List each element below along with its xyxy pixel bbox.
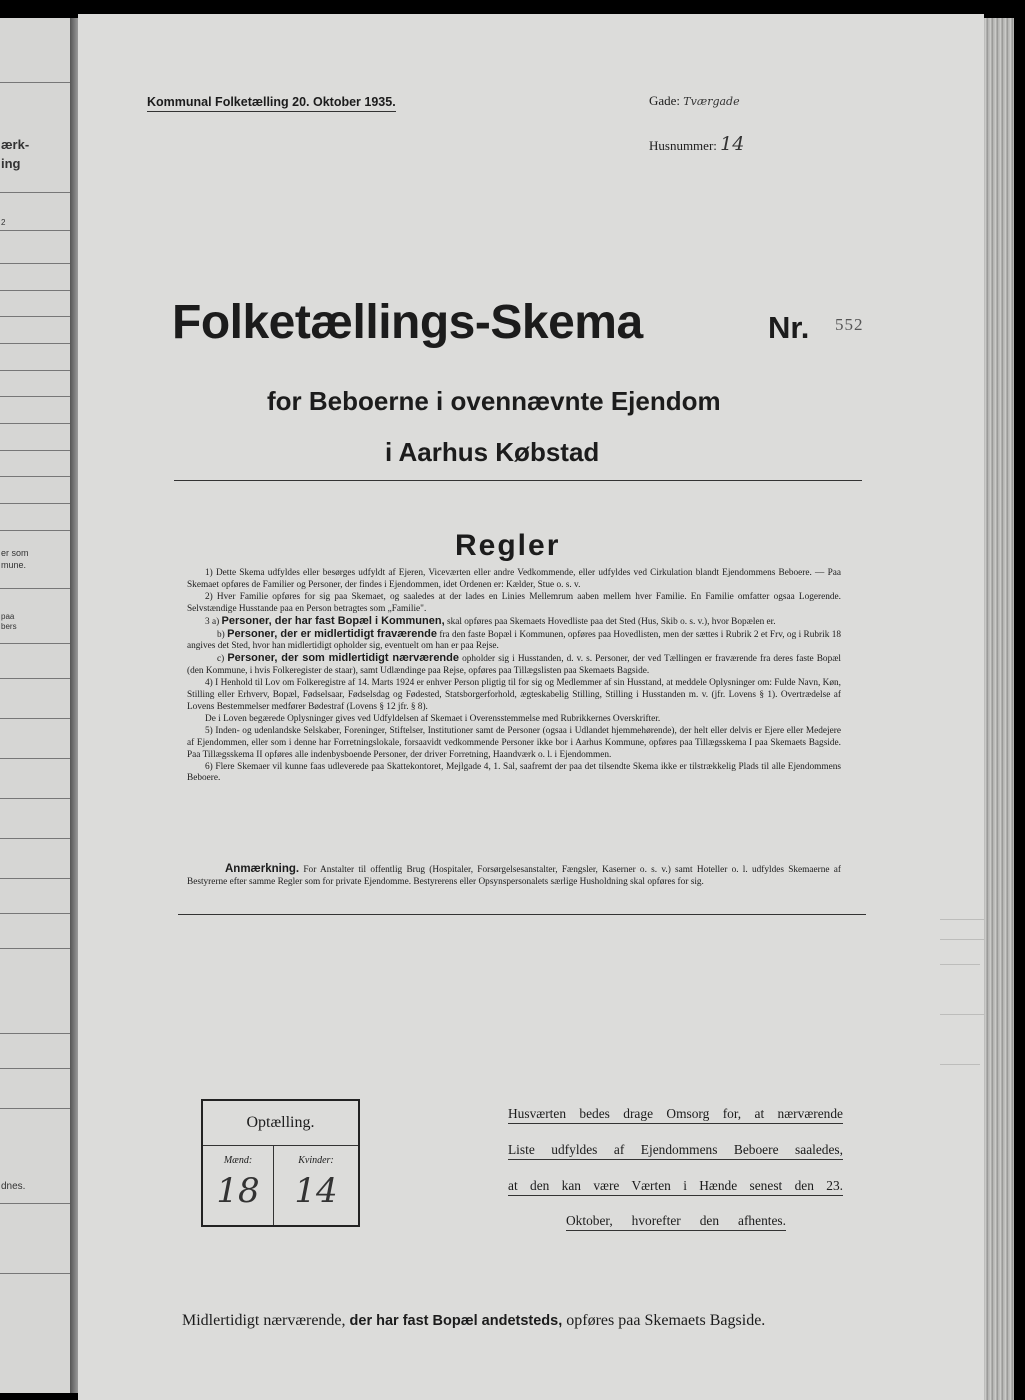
street-label: Gade:	[649, 93, 681, 108]
census-form-page	[78, 14, 984, 1400]
house-number-field	[649, 133, 744, 155]
remark-paragraph	[187, 863, 841, 888]
remark-label: Anmærkning.	[225, 863, 300, 875]
page-stack-edge	[984, 18, 1014, 1400]
rule-3c-text: opholder sig i Husstanden, d. v. s. Personer, der ved Tællingen er fraværende fra deres faste Bopæl (den Kommune, i hvis Folkeregister de staar), samt Udlændinge paa Rejse, opføres paa Tillægslisten paa Skemaets Bagside.	[187, 654, 842, 677]
rules-body	[187, 568, 841, 785]
form-subtitle-1: for Beboerne i ovennævnte Ejendom	[267, 386, 721, 416]
left-fragment-text: er som	[1, 548, 29, 558]
rules-heading: Regler	[455, 529, 561, 562]
rule-3b	[187, 629, 841, 654]
rule-3b-text: fra den faste Bopæl i Kommunen, opføres paa Hovedlisten, men der sættes i Rubrik 2 et Frv, og i Rubrik 18 angives det Sted, hvor han midlertidigt opholder sig, eventuelt om han er paa Rejse.	[187, 629, 842, 652]
rule-2: 2) Hver Familie opføres for sig paa Skemaet, og saaledes at der lades en Linies Mellemrum aaben mellem hver Familie. En Familie omfatter ogsaa Logerende. Selvstændige Husstande paa en Person betragtes som „Familie".	[187, 591, 841, 614]
house-number-label: Husnummer:	[649, 138, 717, 153]
divider-top	[174, 480, 862, 481]
men-count-cell	[203, 1145, 274, 1225]
footer-note	[182, 1312, 765, 1330]
left-fragment-text: mune.	[1, 560, 27, 570]
rule-3a-text: skal opføres paa Skemaets Hovedliste paa det Sted (Hus, Skib o. s. v.), hvor Bopælen er.	[446, 616, 776, 627]
men-count-value: 18	[216, 1171, 260, 1211]
divider-bottom	[178, 914, 866, 915]
rule-3c	[187, 653, 841, 678]
form-title: Folketællings-Skema	[172, 296, 643, 349]
rule-3b-heading: Personer, der er midlertidigt fraværende	[227, 627, 437, 640]
census-header-title: Kommunal Folketælling 20. Oktober 1935.	[147, 95, 396, 112]
women-count-cell	[274, 1145, 358, 1225]
left-fragment-text: ing	[1, 156, 21, 171]
notice-line-1: Husværten bedes drage Omsorg for, at nærværende	[508, 1106, 843, 1124]
women-label: Kvinder:	[298, 1155, 334, 1166]
house-number-value: 14	[720, 133, 745, 155]
form-number-label: Nr.	[768, 310, 810, 345]
form-number-stamp: 552	[835, 315, 864, 334]
book-gutter	[70, 18, 78, 1393]
footer-part-2: der har fast Bopæl andetsteds,	[349, 1313, 563, 1329]
rule-6: 6) Flere Skemaer vil kunne faas udleverede paa Skattekontoret, Mejlgade 4, 1. Sal, saafremt der paa det tilsendte Skema ikke er tilstrækkelig Plads til alle Ejendommens Beboere.	[187, 761, 841, 784]
men-label: Mænd:	[223, 1155, 253, 1166]
left-fragment-text: bers	[1, 622, 17, 631]
footer-part-1: Midlertidigt nærværende,	[182, 1312, 346, 1329]
notice-line-3: at den kan være Værten i Hænde senest den 23.	[508, 1178, 843, 1196]
street-value: Tværgade	[683, 95, 740, 108]
women-count-value: 14	[294, 1171, 338, 1211]
rule-3a-number: 3 a)	[205, 616, 220, 627]
left-fragment-text: dnes.	[1, 1181, 26, 1192]
form-subtitle-2: i Aarhus Købstad	[385, 437, 600, 467]
left-fragment-text: ærk-	[1, 137, 30, 152]
rule-3c-number: c)	[217, 654, 225, 665]
left-fragment-text: 2	[1, 218, 6, 227]
left-fragment-text: paa	[1, 612, 15, 621]
rule-3c-heading: Personer, der som midlertidigt nærværende	[227, 652, 459, 665]
footer-part-3: opføres paa Skemaets Bagside.	[566, 1312, 766, 1329]
count-title: Optælling.	[203, 1101, 358, 1146]
count-box	[201, 1099, 360, 1227]
rule-3a-heading: Personer, der har fast Bopæl i Kommunen,	[221, 614, 445, 627]
rule-4b: De i Loven begærede Oplysninger gives ved Udfyldelsen af Skemaet i Overensstemmelse med Rubrikkernes Overskrifter.	[205, 713, 661, 724]
notice-line-4: Oktober, hvorefter den afhentes.	[566, 1213, 786, 1231]
rule-3b-number: b)	[217, 629, 225, 640]
notice-line-2: Liste udfyldes af Ejendommens Beboere saaledes,	[508, 1142, 843, 1160]
rule-1: 1) Dette Skema udfyldes eller besørges udfyldt af Ejeren, Viceværten eller andre Vedkommende, eller udfyldes ved Cirkulation blandt Ejendommens Beboere. — Paa Skemaet opføres de Familier og Personer, der findes i Ejendommen, idet Ordenen er: Kælder, Stue o. s. v.	[187, 568, 841, 590]
rule-5: 5) Inden- og udenlandske Selskaber, Foreninger, Stiftelser, Institutioner samt de Personer (ogsaa i Udlandet hjemmehørende), der helt eller delvis er Ejere eller Medejere af Ejendommen, eller som i denne har Forretningslokale, forsaavidt vedkommende Personer ikke bor i Aarhus Kommune, opføres paa Tillægsskema I paa Skemaets Bagside. Paa Tillægsskema II opføres alle indenbysboende Personer, der driver Forretning, Haandværk o. l. i Ejendommen.	[187, 725, 841, 760]
remark-text: For Anstalter til offentlig Brug (Hospitaler, Forsørgelsesanstalter, Fængsler, Kaserner o. s. v.) samt Hoteller o. l. udfyldes Skemaerne af Bestyrerne efter samme Regler som for private Ejendomme. Bestyrerens eller Opsynspersonalets særlige Husholdning skal opføres for sig.	[187, 865, 841, 887]
street-field	[649, 93, 740, 109]
left-page-fragment	[0, 18, 72, 1393]
rule-4: 4) I Henhold til Lov om Folkeregistre af 14. Marts 1924 er enhver Person pligtig til for sig og Medlemmer af sin Husstand, at meddele Oplysninger om: Fulde Navn, Køn, Stilling eller Erhverv, Bopæl, Fødselsaar, Fødselsdag og Fødested, Statsborgerforhold, ægteskabelig Stilling, Stilling i Husstanden m. v. (jfr. Lovens § 1). Overtrædelse af Lovens Bestemmelser medfører Bødestraf (Lovens § 12 jfr. § 8).	[187, 678, 841, 712]
